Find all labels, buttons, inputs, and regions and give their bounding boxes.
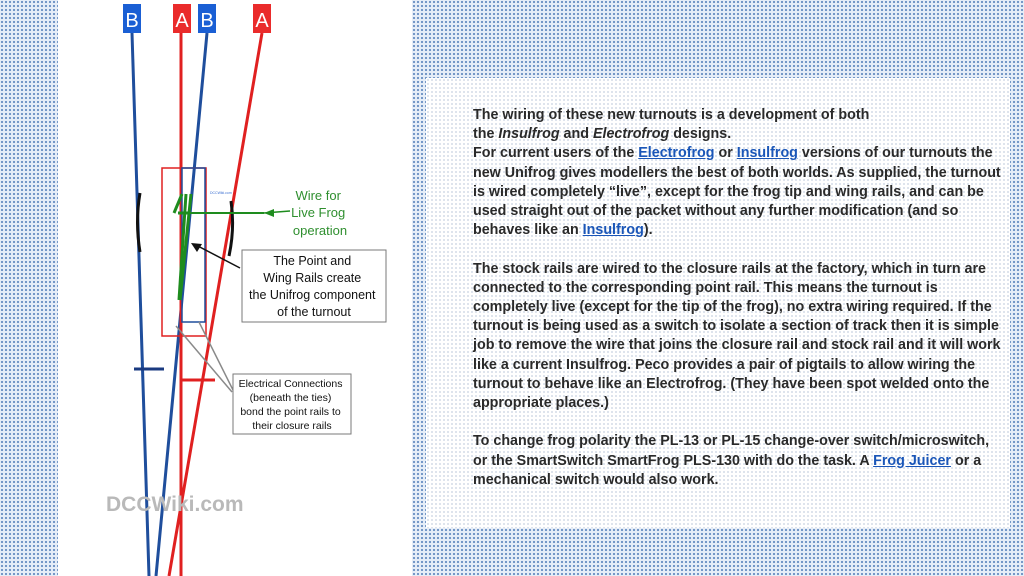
frog-callout-line: the Unifrog component <box>249 288 376 302</box>
frog-juicer-link[interactable]: Frog Juicer <box>873 452 951 469</box>
p1-line-2-end: designs. <box>669 126 732 143</box>
frog-callout-line: The Point and <box>273 254 352 268</box>
wire-callout-line: operation <box>292 223 348 238</box>
p1-line-3-end: ). <box>643 222 653 239</box>
rail-label-a-left-text: A <box>175 10 189 32</box>
wire-callout-line: Wire for <box>295 188 341 203</box>
p3-end: or a mechanical switch would also work. <box>473 452 982 488</box>
connections-callout-line: Electrical Connections <box>238 378 343 390</box>
left-tie-bracket <box>138 193 141 252</box>
article-card <box>426 78 1010 528</box>
p1-line-3-lead: For current users of the <box>473 145 639 162</box>
connections-callout-line: bond the point rails to <box>240 406 341 418</box>
connections-callout-line: their closure rails <box>252 420 332 432</box>
rail-label-b-right-text: B <box>200 10 214 32</box>
insulfrog-link[interactable]: Insulfrog <box>736 145 798 162</box>
frog-callout-line: Wing Rails create <box>263 271 362 285</box>
p1-line-3-body: versions of our turnouts the new Unifrog gives modellers the best of both worlds. As supplied, the turnout is wired completely “live”, except for the frog tip and wing rails, and can be used straight out of the packet without any further modification (and so behaves like an <box>473 145 1001 239</box>
turnout-wiring-diagram <box>58 0 412 576</box>
p1-line-3-or: or <box>714 145 737 162</box>
dccwiki-watermark: DCCWiki.com <box>106 493 244 516</box>
p1-line-1: The wiring of these new turnouts is a development of both <box>473 107 870 123</box>
frog-callout-arrow <box>194 244 240 268</box>
rail-label-b-left-text: B <box>125 10 139 32</box>
article-paragraph-3 <box>473 432 1005 490</box>
article-paragraph-2: The stock rails are wired to the closure rails at the factory, which in turn are connected to the corresponding point rail. This means the turnout is completely live (except for the tip of the frog), no extra wiring required. If the turnout is being used as a switch to isolate a section of track then it is simple job to remove the wire that joins the closure rail and stock rail and it will work like a current Insulfrog. Peco provides a pair of pigtails to allow wiring the turnout to behave like an Electrofrog. (They have been spot welded onto the appropriate places.) <box>473 260 1001 412</box>
tiny-source-label: DCCWiki.com <box>210 191 232 195</box>
wire-callout-line: Live Frog <box>291 205 346 220</box>
electrofrog-link[interactable]: Electrofrog <box>638 145 715 162</box>
p1-line-2-and: and <box>559 126 593 143</box>
article-body <box>473 106 1005 509</box>
electrofrog-emphasis: Electrofrog <box>592 126 670 143</box>
connections-callout-line: (beneath the ties) <box>249 392 332 404</box>
rail-label-a-right-text: A <box>255 10 269 32</box>
article-paragraph-1 <box>473 106 1005 240</box>
p3-lead: To change frog polarity the PL-13 or PL-15 change-over switch/microswitch, or the SmartSwitch SmartFrog PLS-130 with do the task. A <box>473 433 990 469</box>
p1-line-2-lead: the <box>473 126 499 143</box>
insulfrog-emphasis: Insulfrog <box>498 126 560 143</box>
frog-callout-line: of the turnout <box>277 305 351 319</box>
insulfrog-link-2[interactable]: Insulfrog <box>582 222 644 239</box>
wire-arrowhead <box>264 209 274 217</box>
wire-callout <box>291 188 349 238</box>
wiring-diagram-panel <box>58 0 412 576</box>
